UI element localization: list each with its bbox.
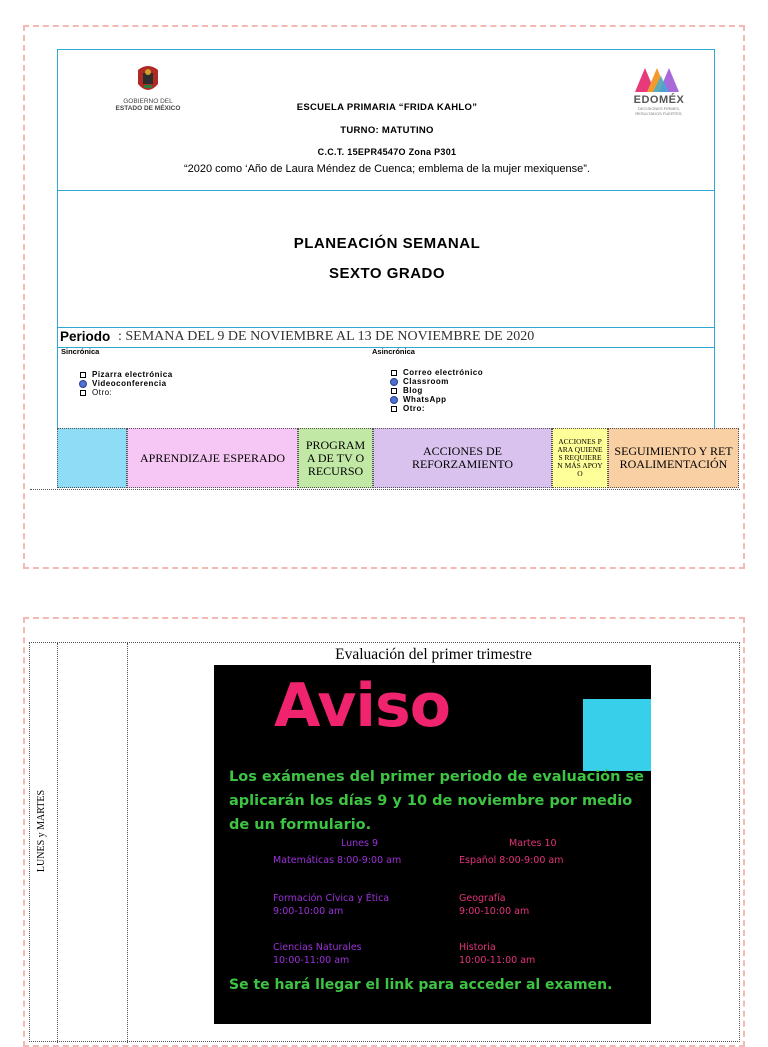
cyan-square <box>583 699 651 771</box>
async-item[interactable]: Blog <box>391 386 483 395</box>
day1-header: Lunes 9 <box>341 838 379 849</box>
grade-title: SEXTO GRADO <box>328 265 446 282</box>
sync-heading: Sincrónica <box>61 347 100 356</box>
planeacion-title: PLANEACIÓN SEMANAL <box>293 235 481 252</box>
header-cell-day <box>57 428 127 488</box>
school-name: ESCUELA PRIMARIA “FRIDA KAHLO” <box>296 102 478 113</box>
day-label: LUNES y MARTES <box>36 789 47 873</box>
sync-item[interactable]: Pizarra electrónica <box>80 370 173 379</box>
checkbox-icon <box>80 372 86 378</box>
checkbox-icon <box>391 406 397 412</box>
day1-item: Formación Cívica y Ética 9:00-10:00 am <box>273 893 390 917</box>
cct: C.C.T. 15EPR4547O Zona P301 <box>317 147 457 157</box>
coat-of-arms-icon <box>133 64 163 96</box>
header-cell-seguimiento: SEGUIMIENTO Y RETROALIMENTACIÓN <box>608 428 739 488</box>
header-cell-aprendizaje: APRENDIZAJE ESPERADO <box>127 428 298 488</box>
sync-item[interactable]: Otro: <box>80 388 173 397</box>
day2-header: Martes 10 <box>509 838 557 849</box>
day1-item: Ciencias Naturales 10:00-11:00 am <box>273 942 362 966</box>
gobierno-logo-line1: GOBIERNO DEL <box>123 98 173 105</box>
gobierno-logo-line2: ESTADO DE MÉXICO <box>115 105 181 112</box>
async-list <box>391 368 483 413</box>
edomex-mark-icon <box>631 64 687 94</box>
school-header-box <box>57 49 715 191</box>
aviso-intro: Los exámenes del primer periodo de evaluación se aplicarán los días 9 y 10 de noviembre por medio de un formulario. <box>229 769 644 833</box>
async-item[interactable]: WhatsApp <box>391 395 483 404</box>
header-cell-programa: PROGRAMA DE TV O RECURSO <box>298 428 373 488</box>
aviso-footer: Se te hará llegar el link para acceder al examen. <box>229 977 613 993</box>
async-item[interactable]: Classroom <box>391 377 483 386</box>
modality-box <box>57 347 715 429</box>
edomex-tagline1: DECISIONES FIRMES, <box>637 106 680 111</box>
edomex-brand: EDOMÉX <box>633 94 685 106</box>
selected-bullet-icon <box>79 380 87 388</box>
async-item[interactable]: Correo electrónico <box>391 368 483 377</box>
checkbox-icon <box>391 370 397 376</box>
aviso-heading: Aviso <box>274 671 450 741</box>
col-divider <box>127 643 128 1043</box>
checkbox-icon <box>80 390 86 396</box>
checkbox-icon <box>391 388 397 394</box>
header-cell-acciones: ACCIONES DE REFORZAMIENTO <box>373 428 552 488</box>
motto: “2020 como ‘Año de Laura Méndez de Cuenca; emblema de la mujer mexiquense”. <box>183 163 590 175</box>
day2-item: Historia 10:00-11:00 am <box>459 942 536 966</box>
period-row <box>57 327 715 347</box>
day2-item: Español 8:00-9:00 am <box>459 855 564 866</box>
period-value: : SEMANA DEL 9 DE NOVIEMBRE AL 13 DE NOVIEMBRE DE 2020 <box>118 329 535 344</box>
edomex-tagline2: RESULTADOS FUERTES. <box>635 111 683 116</box>
async-heading: Asincrónica <box>372 347 415 356</box>
aviso-poster <box>214 665 651 1024</box>
sync-list <box>80 370 173 397</box>
header-cell-apoyo: ACCIONES PARA QUIENES REQUIEREN MÁS APOYO <box>552 428 608 488</box>
shift: TURNO: MATUTINO <box>340 125 434 136</box>
col-divider <box>57 643 58 1043</box>
period-label: Periodo <box>60 329 111 344</box>
selected-bullet-icon <box>390 378 398 386</box>
day1-item: Matemáticas 8:00-9:00 am <box>273 855 402 866</box>
title-box <box>57 190 715 328</box>
section-title: Evaluación del primer trimestre <box>335 646 532 663</box>
table-divider <box>30 489 740 490</box>
async-item[interactable]: Otro: <box>391 404 483 413</box>
selected-bullet-icon <box>390 396 398 404</box>
sync-item[interactable]: Videoconferencia <box>80 379 173 388</box>
day2-item: Geografía 9:00-10:00 am <box>459 893 530 917</box>
